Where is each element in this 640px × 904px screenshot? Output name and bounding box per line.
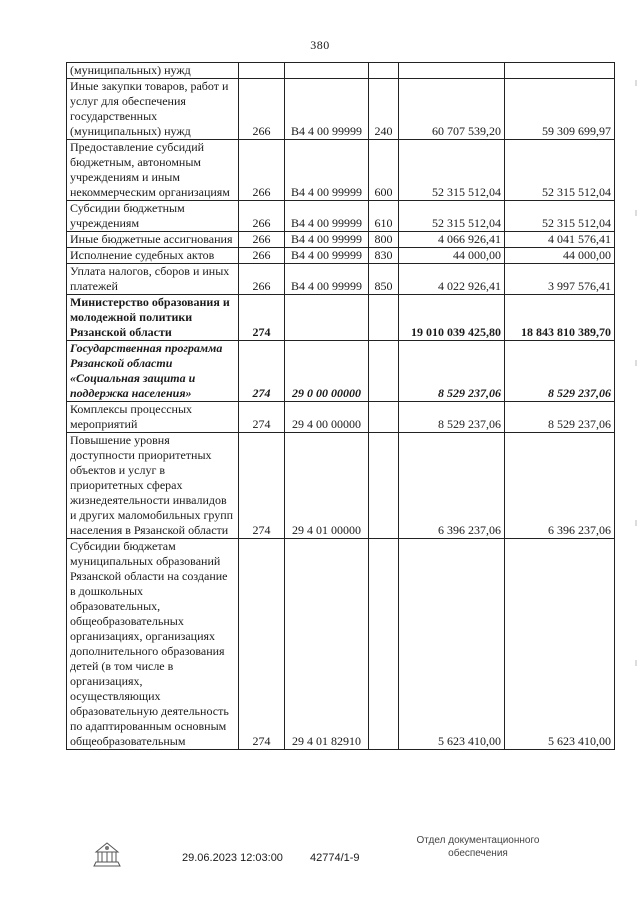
cell-amount-1: 19 010 039 425,80 <box>399 295 505 341</box>
cell-name: Субсидии бюджетным учреждениям <box>67 201 239 232</box>
cell-expense-type: 850 <box>369 264 399 295</box>
cell-amount-2: 18 843 810 389,70 <box>505 295 615 341</box>
cell-amount-1: 4 066 926,41 <box>399 232 505 248</box>
table-row <box>67 201 615 232</box>
cell-target-article: 29 4 01 82910 <box>285 539 369 750</box>
cell-amount-1: 44 000,00 <box>399 248 505 264</box>
table-row <box>67 295 615 341</box>
table-row <box>67 402 615 433</box>
table-row <box>67 79 615 140</box>
table-row <box>67 232 615 248</box>
cell-target-article: В4 4 00 99999 <box>285 201 369 232</box>
cell-amount-2 <box>505 63 615 79</box>
table-body <box>67 63 615 750</box>
archive-logo-icon <box>90 836 124 870</box>
cell-target-article: В4 4 00 99999 <box>285 264 369 295</box>
table-row <box>67 539 615 750</box>
cell-expense-type <box>369 295 399 341</box>
cell-expense-type <box>369 402 399 433</box>
cell-amount-2: 6 396 237,06 <box>505 433 615 539</box>
footer-datetime: 29.06.2023 12:03:00 <box>182 852 283 864</box>
cell-amount-1: 4 022 926,41 <box>399 264 505 295</box>
cell-target-article: В4 4 00 99999 <box>285 248 369 264</box>
cell-name: Государственная программа Рязанской области «Социальная защита и поддержка населения» <box>67 341 239 402</box>
cell-amount-1: 60 707 539,20 <box>399 79 505 140</box>
cell-ministry-code: 266 <box>239 264 285 295</box>
cell-amount-2: 4 041 576,41 <box>505 232 615 248</box>
table-row <box>67 248 615 264</box>
cell-amount-1: 52 315 512,04 <box>399 140 505 201</box>
cell-amount-2: 3 997 576,41 <box>505 264 615 295</box>
cell-name: Исполнение судебных актов <box>67 248 239 264</box>
cell-ministry-code: 266 <box>239 232 285 248</box>
cell-target-article: В4 4 00 99999 <box>285 140 369 201</box>
footer-dept-line1: Отдел документационного <box>416 835 540 846</box>
cell-ministry-code: 274 <box>239 433 285 539</box>
cell-ministry-code: 274 <box>239 341 285 402</box>
cell-name: Уплата налогов, сборов и иных платежей <box>67 264 239 295</box>
cell-amount-2: 59 309 699,97 <box>505 79 615 140</box>
cell-target-article <box>285 63 369 79</box>
table-row <box>67 140 615 201</box>
cell-amount-1: 6 396 237,06 <box>399 433 505 539</box>
cell-expense-type <box>369 539 399 750</box>
cell-amount-1: 8 529 237,06 <box>399 341 505 402</box>
cell-ministry-code: 266 <box>239 248 285 264</box>
table-row <box>67 63 615 79</box>
footer-doc-code: 42774/1-9 <box>310 852 360 864</box>
cell-target-article: В4 4 00 99999 <box>285 232 369 248</box>
cell-amount-2: 8 529 237,06 <box>505 341 615 402</box>
footer-dept-line2: обеспечения <box>448 848 508 859</box>
cell-expense-type: 610 <box>369 201 399 232</box>
cell-ministry-code <box>239 63 285 79</box>
cell-expense-type: 600 <box>369 140 399 201</box>
cell-target-article <box>285 295 369 341</box>
cell-name: Предоставление субсидий бюджетным, автономным учреждениям и иным некоммерческим организациям <box>67 140 239 201</box>
budget-table <box>66 62 615 750</box>
cell-ministry-code: 266 <box>239 79 285 140</box>
cell-ministry-code: 266 <box>239 140 285 201</box>
footer-department-stamp <box>398 834 558 860</box>
cell-name: Комплексы процессных мероприятий <box>67 402 239 433</box>
cell-name: (муниципальных) нужд <box>67 63 239 79</box>
cell-name: Субсидии бюджетам муниципальных образований Рязанской области на создание в дошкольных образовательных, общеобразовательных организациях, организациях дополнительного образования детей (в том числе в организациях, осуществляющих образовательную деятельность по адаптированным основным общеобразовательным <box>67 539 239 750</box>
cell-expense-type: 800 <box>369 232 399 248</box>
cell-amount-2: 52 315 512,04 <box>505 140 615 201</box>
cell-name: Министерство образования и молодежной политики Рязанской области <box>67 295 239 341</box>
cell-ministry-code: 274 <box>239 539 285 750</box>
table-row <box>67 341 615 402</box>
cell-expense-type: 830 <box>369 248 399 264</box>
table-row <box>67 264 615 295</box>
cell-expense-type <box>369 341 399 402</box>
cell-name: Иные бюджетные ассигнования <box>67 232 239 248</box>
cell-ministry-code: 274 <box>239 402 285 433</box>
cell-target-article: 29 0 00 00000 <box>285 341 369 402</box>
cell-target-article: В4 4 00 99999 <box>285 79 369 140</box>
cell-amount-1 <box>399 63 505 79</box>
table-row <box>67 433 615 539</box>
cell-amount-1: 8 529 237,06 <box>399 402 505 433</box>
cell-expense-type <box>369 63 399 79</box>
cell-amount-1: 52 315 512,04 <box>399 201 505 232</box>
cell-expense-type: 240 <box>369 79 399 140</box>
cell-target-article: 29 4 01 00000 <box>285 433 369 539</box>
cell-amount-2: 8 529 237,06 <box>505 402 615 433</box>
cell-target-article: 29 4 00 00000 <box>285 402 369 433</box>
cell-name: Повышение уровня доступности приоритетных объектов и услуг в приоритетных сферах жизнедеятельности инвалидов и других маломобильных групп населения в Рязанской области <box>67 433 239 539</box>
cell-amount-2: 44 000,00 <box>505 248 615 264</box>
cell-amount-1: 5 623 410,00 <box>399 539 505 750</box>
cell-expense-type <box>369 433 399 539</box>
cell-ministry-code: 274 <box>239 295 285 341</box>
cell-amount-2: 5 623 410,00 <box>505 539 615 750</box>
page-number: 380 <box>310 38 330 52</box>
scan-edge-marks <box>634 60 638 700</box>
cell-amount-2: 52 315 512,04 <box>505 201 615 232</box>
cell-name: Иные закупки товаров, работ и услуг для обеспечения государственных (муниципальных) нужд <box>67 79 239 140</box>
cell-ministry-code: 266 <box>239 201 285 232</box>
